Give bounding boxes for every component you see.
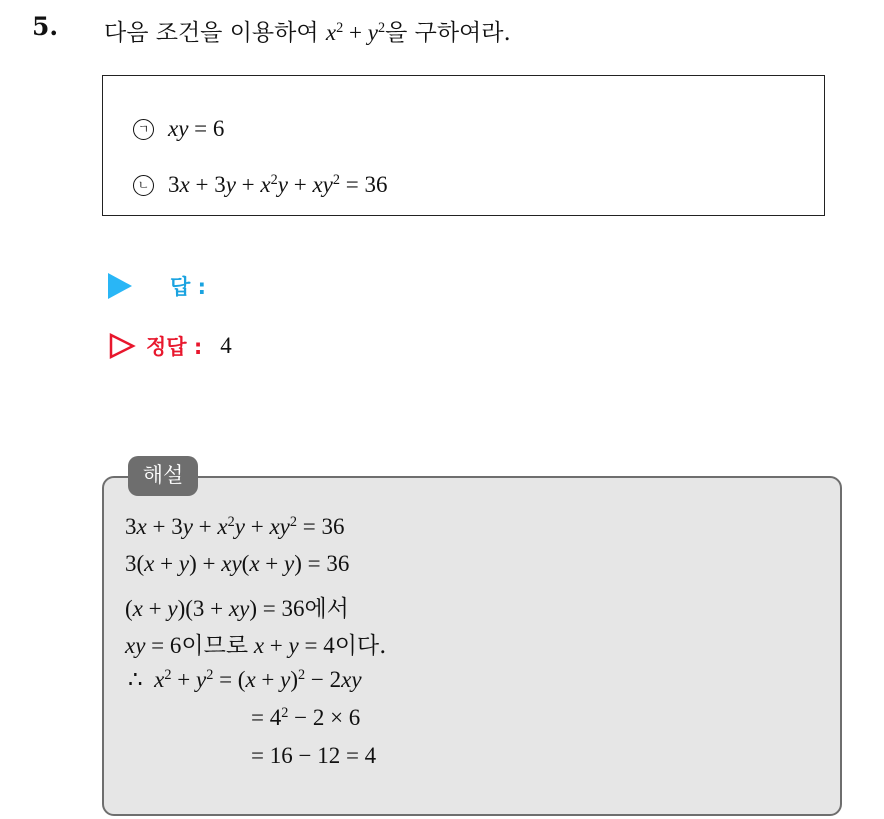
- prompt-formula: $x^2 + y^2$: [325, 20, 386, 45]
- explanation-tag: 해설: [128, 456, 198, 496]
- explanation-line-3: (x + y)(3 + xy) = 36에서: [125, 596, 349, 622]
- conditions-box: [102, 75, 825, 216]
- prompt-prefix: 다음 조건을 이용하여: [104, 20, 319, 46]
- answer-correct-row: [108, 331, 232, 361]
- question-prompt: [104, 14, 511, 47]
- condition-expr-1: xy = 6: [168, 116, 225, 141]
- therefore-symbol: ∴: [128, 667, 143, 692]
- explanation-line-2: 3(x + y) + xy(x + y) = 36: [125, 551, 350, 576]
- answer-blank-label: 답 :: [170, 275, 206, 299]
- explanation-line-1: $3x + 3y + x^2y + xy^2 = 36$: [125, 514, 345, 539]
- prompt-suffix: 을 구하여라.: [385, 20, 511, 46]
- condition-1: [133, 116, 224, 142]
- play-triangle-icon: [108, 273, 132, 299]
- explanation-line-4: xy = 6이므로 x + y = 4이다.: [125, 633, 387, 659]
- explanation-line-6: = $4^2 - 2 \times 6$: [251, 705, 361, 730]
- condition-marker-1: ㄱ: [133, 119, 154, 140]
- answer-correct-label: 정답 :: [146, 335, 203, 359]
- answer-correct-value: 4: [220, 333, 232, 358]
- explanation-line-5: ∴ $x^2 + y^2 = (x + y)^2 - 2xy$: [128, 667, 362, 692]
- outline-triangle-icon: [108, 332, 136, 360]
- condition-2: [133, 172, 387, 198]
- line4-suffix: 이다.: [334, 633, 387, 659]
- explanation-line-7: = 16 − 12 = 4: [251, 743, 377, 768]
- condition-marker-2: ㄴ: [133, 175, 154, 196]
- line4-mid: 이므로: [181, 633, 249, 659]
- condition-expr-2: $3x + 3y + x^2y + xy^2 = 36$: [168, 172, 388, 197]
- question-number: 5.: [32, 12, 59, 41]
- answer-blank-row: [108, 271, 206, 301]
- line3-suffix: 에서: [304, 596, 349, 622]
